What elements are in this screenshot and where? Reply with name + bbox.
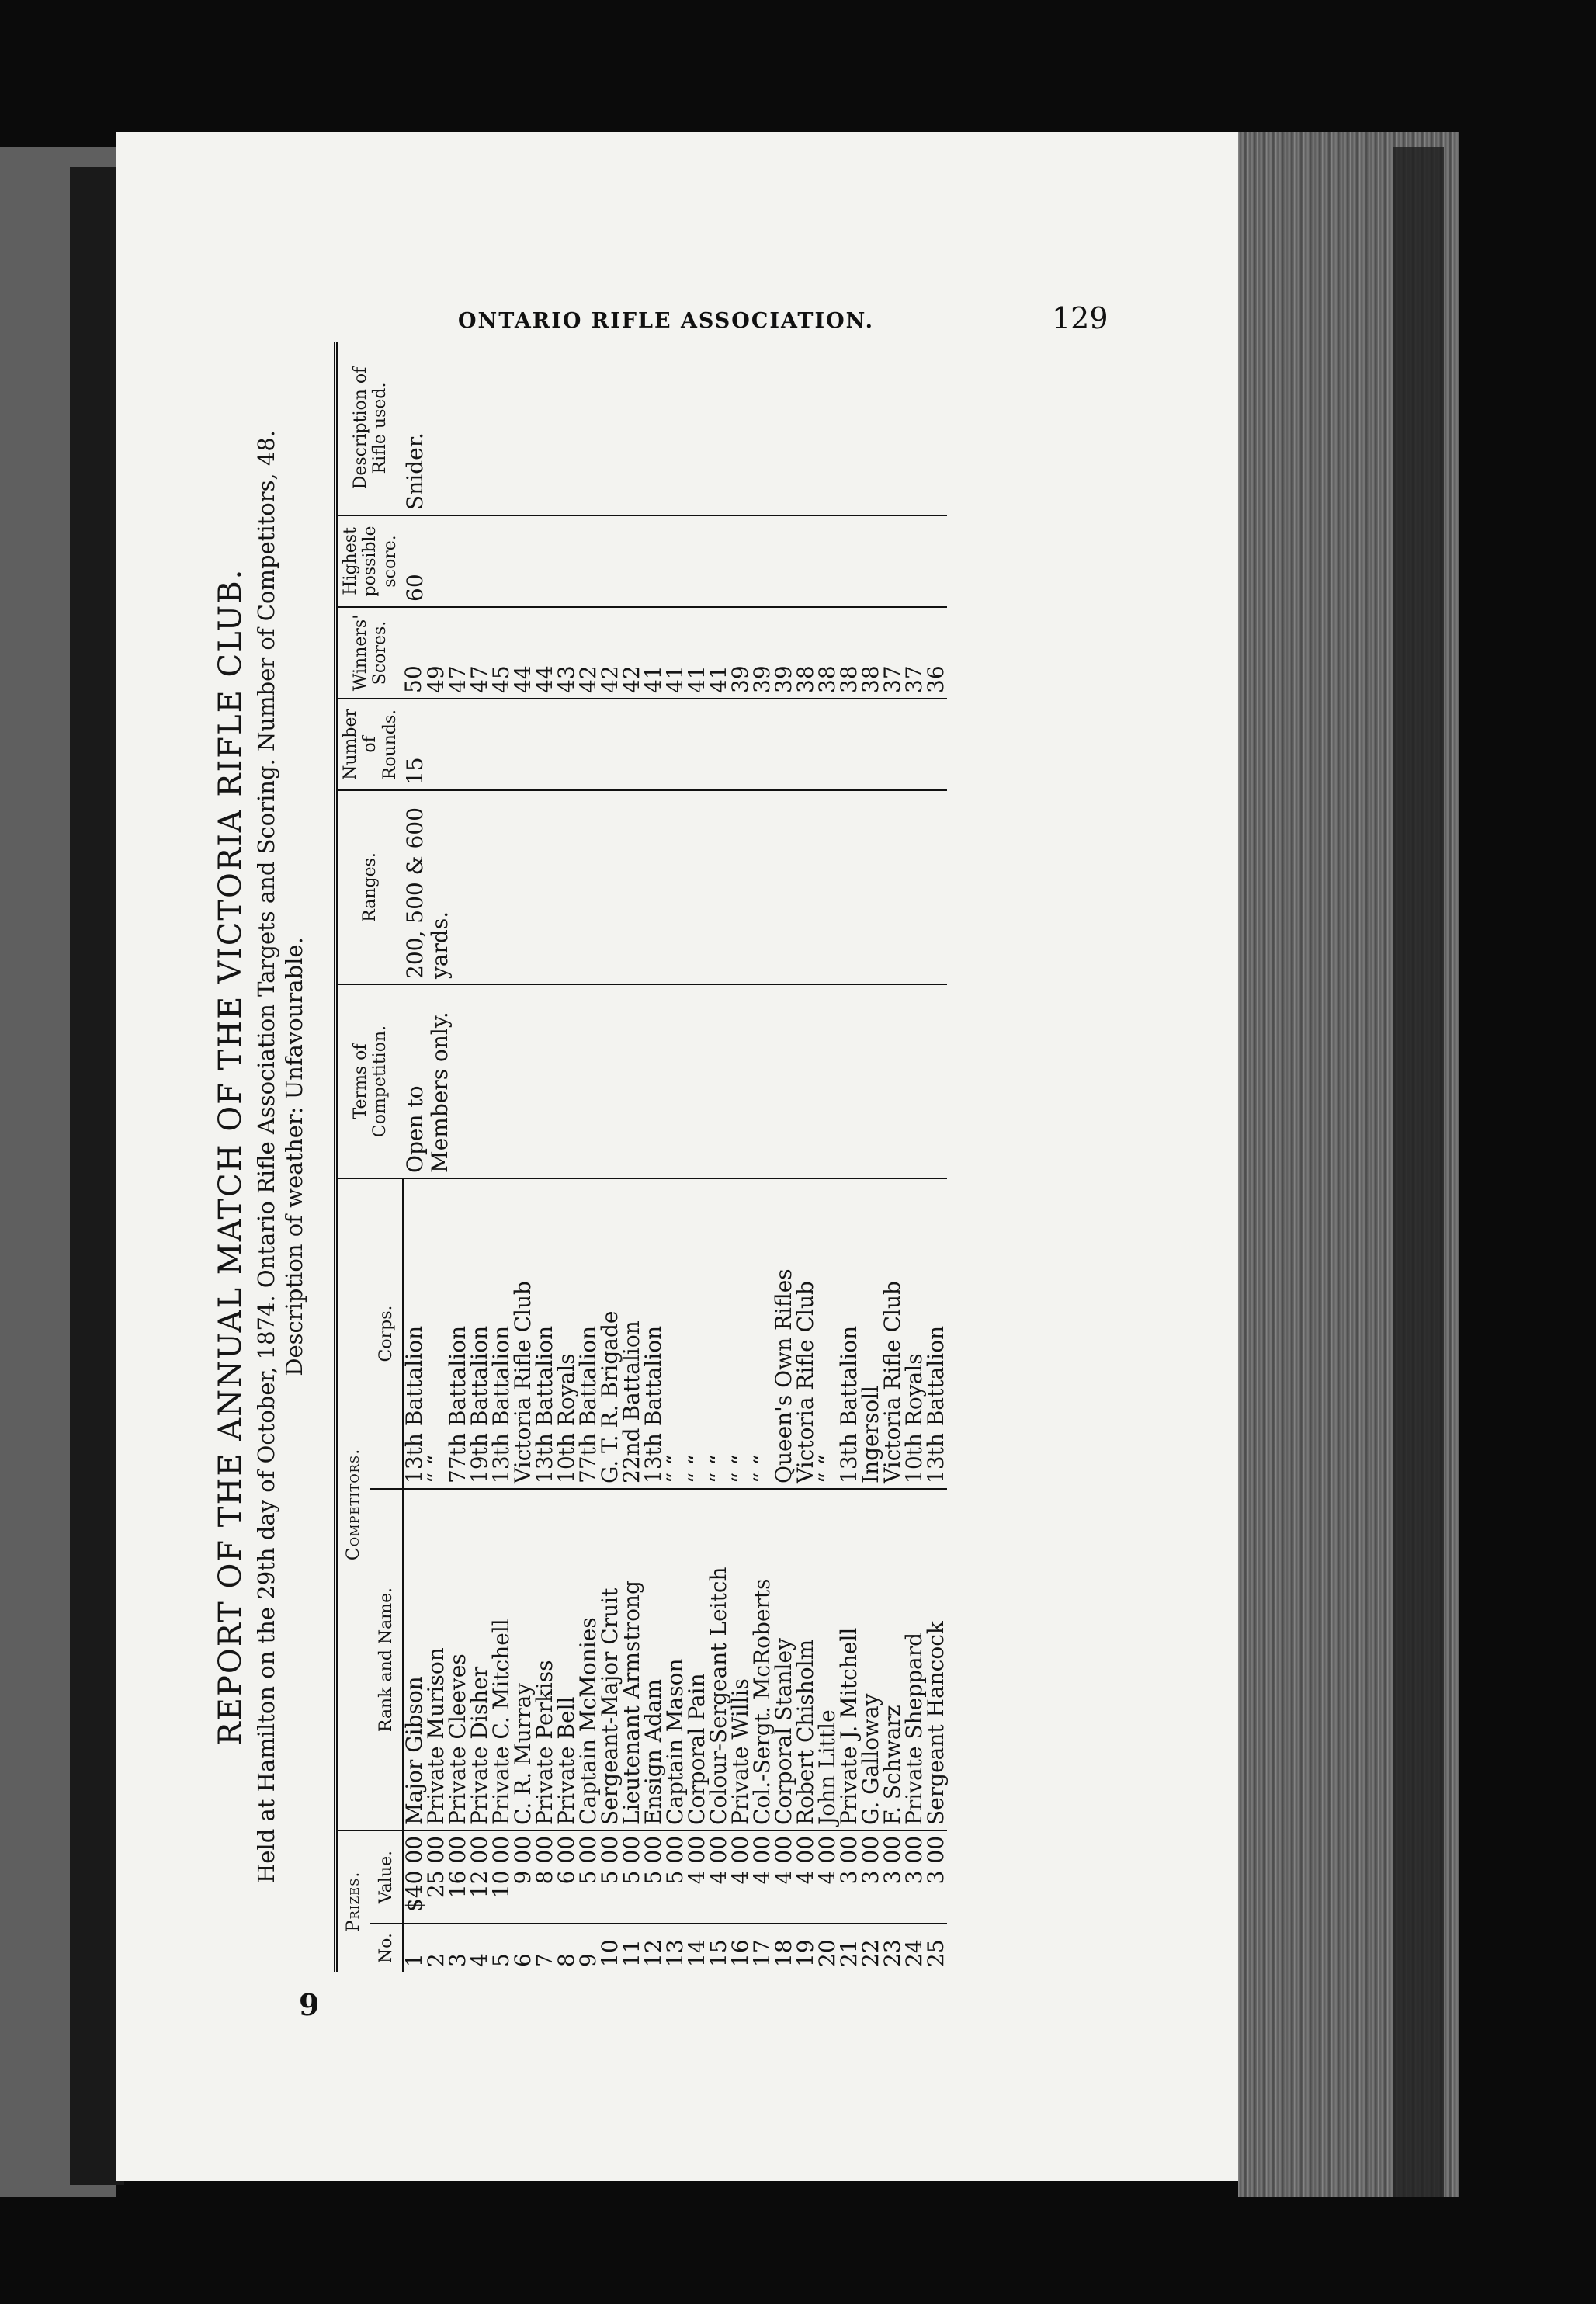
rank-name: Private Sheppard <box>904 1489 925 1830</box>
winner-score: 39 <box>730 607 751 699</box>
results-table <box>334 342 947 1972</box>
rank-name: Private Willis <box>730 1489 751 1830</box>
report-weather: Description of weather: Unfavourable. <box>281 937 307 1376</box>
header-value: Value. <box>370 1830 403 1924</box>
row-number: 16 <box>730 1924 751 1972</box>
rank-name: John Little <box>817 1489 838 1830</box>
prize-value: 4 00 <box>730 1830 751 1924</box>
row-number: 19 <box>795 1924 817 1972</box>
rank-name: Lieutenant Armstrong <box>621 1489 643 1830</box>
header-no: No. <box>370 1924 403 1972</box>
corps: 10th Royals <box>904 1178 925 1489</box>
ranges-value: 200, 500 & 600 yards. <box>403 790 947 984</box>
prize-value: 16 00 <box>447 1830 469 1924</box>
row-number: 2 <box>425 1924 447 1972</box>
rank-name: Private Perkiss <box>534 1489 556 1830</box>
row-number: 25 <box>925 1924 947 1972</box>
prize-value: 8 00 <box>534 1830 556 1924</box>
row-number: 10 <box>599 1924 621 1972</box>
winner-score: 44 <box>534 607 556 699</box>
prize-value: 3 00 <box>904 1830 925 1924</box>
winner-score: 38 <box>860 607 882 699</box>
winner-score: 45 <box>491 607 512 699</box>
prize-value: $40 00 <box>403 1830 425 1924</box>
prize-value: 4 00 <box>751 1830 773 1924</box>
winner-score: 50 <box>403 607 425 699</box>
corps: 22nd Battalion <box>621 1178 643 1489</box>
row-number: 12 <box>643 1924 664 1972</box>
header-prizes: Prizes. <box>336 1830 370 1972</box>
results-body <box>400 342 949 1972</box>
row-number: 15 <box>708 1924 730 1972</box>
row-number: 9 <box>578 1924 599 1972</box>
header-terms: Terms of Competition. <box>336 984 403 1178</box>
corps: 13th Battalion <box>491 1178 512 1489</box>
prize-value: 9 00 <box>512 1830 534 1924</box>
rounds-value: 15 <box>403 699 947 790</box>
prize-value: 4 00 <box>773 1830 795 1924</box>
corps: 13th Battalion <box>838 1178 860 1489</box>
header-highest: Highest possible score. <box>336 515 403 607</box>
rank-name: Private J. Mitchell <box>838 1489 860 1830</box>
row-number: 5 <box>491 1924 512 1972</box>
prize-value: 5 00 <box>599 1830 621 1924</box>
rank-name: Corporal Pain <box>686 1489 708 1830</box>
prize-value: 6 00 <box>556 1830 578 1924</box>
winner-score: 42 <box>599 607 621 699</box>
row-number: 21 <box>838 1924 860 1972</box>
prize-value: 4 00 <box>686 1830 708 1924</box>
running-header: ONTARIO RIFLE ASSOCIATION. <box>458 309 875 333</box>
winner-score: 36 <box>925 607 947 699</box>
prize-value: 5 00 <box>621 1830 643 1924</box>
prize-value: 10 00 <box>491 1830 512 1924</box>
corps: 13th Battalion <box>534 1178 556 1489</box>
winner-score: 49 <box>425 607 447 699</box>
prize-value: 5 00 <box>643 1830 664 1924</box>
prize-value: 5 00 <box>664 1830 686 1924</box>
corps: Queen's Own Rifles <box>773 1178 795 1489</box>
row-number: 1 <box>403 1924 425 1972</box>
report-subtitle: Held at Hamilton on the 29th day of October, 1874. Ontario Rifle Association Targets and Scoring. Number of Competitors, 48. <box>253 429 279 1884</box>
page-number: 129 <box>1052 301 1109 335</box>
prize-value: 3 00 <box>925 1830 947 1924</box>
row-number: 4 <box>469 1924 491 1972</box>
winner-score: 41 <box>708 607 730 699</box>
prize-value: 4 00 <box>795 1830 817 1924</box>
winner-score: 41 <box>664 607 686 699</box>
signature-mark: 9 <box>299 1987 320 2022</box>
table-row <box>403 342 425 1972</box>
corps: “ “ <box>708 1178 730 1489</box>
header-corps: Corps. <box>370 1178 403 1489</box>
winner-score: 47 <box>447 607 469 699</box>
prize-value: 12 00 <box>469 1830 491 1924</box>
rank-name: F. Schwarz <box>882 1489 904 1830</box>
corps: 13th Battalion <box>643 1178 664 1489</box>
rank-name: Sergeant-Major Cruit <box>599 1489 621 1830</box>
winner-score: 43 <box>556 607 578 699</box>
rank-name: Robert Chisholm <box>795 1489 817 1830</box>
winner-score: 41 <box>686 607 708 699</box>
rotated-report <box>210 342 1133 1972</box>
corps: 13th Battalion <box>925 1178 947 1489</box>
winner-score: 47 <box>469 607 491 699</box>
rank-name: Corporal Stanley <box>773 1489 795 1830</box>
corps: Ingersoll <box>860 1178 882 1489</box>
corps: Victoria Rifle Club <box>882 1178 904 1489</box>
winner-score: 38 <box>838 607 860 699</box>
row-number: 17 <box>751 1924 773 1972</box>
winner-score: 39 <box>773 607 795 699</box>
winner-score: 38 <box>795 607 817 699</box>
rank-name: Captain McMonies <box>578 1489 599 1830</box>
row-number: 20 <box>817 1924 838 1972</box>
row-number: 23 <box>882 1924 904 1972</box>
prize-value: 3 00 <box>882 1830 904 1924</box>
corps: 77th Battalion <box>447 1178 469 1489</box>
rank-name: Major Gibson <box>403 1489 425 1830</box>
winner-score: 42 <box>578 607 599 699</box>
rank-name: Col.-Sergt. McRoberts <box>751 1489 773 1830</box>
rank-name: Private Murison <box>425 1489 447 1830</box>
terms-value: Open to Members only. <box>403 984 947 1178</box>
winner-score: 44 <box>512 607 534 699</box>
winner-score: 42 <box>621 607 643 699</box>
corps: G. T. R. Brigade <box>599 1178 621 1489</box>
prize-value: 3 00 <box>860 1830 882 1924</box>
winner-score: 37 <box>904 607 925 699</box>
prize-value: 5 00 <box>578 1830 599 1924</box>
header-competitors: Competitors. <box>336 1178 370 1830</box>
header-rifle: Description of Rifle used. <box>336 342 403 515</box>
row-number: 14 <box>686 1924 708 1972</box>
rank-name: Private Bell <box>556 1489 578 1830</box>
row-number: 7 <box>534 1924 556 1972</box>
row-number: 6 <box>512 1924 534 1972</box>
row-number: 24 <box>904 1924 925 1972</box>
winner-score: 41 <box>643 607 664 699</box>
corps: 10th Royals <box>556 1178 578 1489</box>
row-number: 8 <box>556 1924 578 1972</box>
page-stack-shadow <box>1393 147 1444 2197</box>
corps: 77th Battalion <box>578 1178 599 1489</box>
prize-value: 4 00 <box>817 1830 838 1924</box>
corps: “ “ <box>817 1178 838 1489</box>
corps: Victoria Rifle Club <box>795 1178 817 1489</box>
corps: “ “ <box>730 1178 751 1489</box>
rank-name: Private Disher <box>469 1489 491 1830</box>
row-number: 18 <box>773 1924 795 1972</box>
prize-value: 25 00 <box>425 1830 447 1924</box>
row-number: 13 <box>664 1924 686 1972</box>
rank-name: Private Cleeves <box>447 1489 469 1830</box>
rank-name: G. Galloway <box>860 1489 882 1830</box>
report-heading <box>210 342 307 1972</box>
header-rounds: Number of Rounds. <box>336 699 403 790</box>
highest-value: 60 <box>403 515 947 607</box>
prize-value: 3 00 <box>838 1830 860 1924</box>
corps: “ “ <box>664 1178 686 1489</box>
row-number: 22 <box>860 1924 882 1972</box>
rank-name: Captain Mason <box>664 1489 686 1830</box>
row-number: 11 <box>621 1924 643 1972</box>
rank-name: Colour-Sergeant Leitch <box>708 1489 730 1830</box>
corps: “ “ <box>686 1178 708 1489</box>
header-scores: Winners' Scores. <box>336 607 403 699</box>
header-rank-name: Rank and Name. <box>370 1489 403 1830</box>
rifle-value: Snider. <box>401 432 428 510</box>
winner-score: 39 <box>751 607 773 699</box>
winner-score: 38 <box>817 607 838 699</box>
corps: 13th Battalion <box>403 1178 425 1489</box>
header-ranges: Ranges. <box>336 790 403 984</box>
corps: Victoria Rifle Club <box>512 1178 534 1489</box>
rank-name: Sergeant Hancock <box>925 1489 947 1830</box>
corps: “ “ <box>751 1178 773 1489</box>
corps: 19th Battalion <box>469 1178 491 1489</box>
rank-name: Ensign Adam <box>643 1489 664 1830</box>
row-number: 3 <box>447 1924 469 1972</box>
corps: “ “ <box>425 1178 447 1489</box>
prize-value: 4 00 <box>708 1830 730 1924</box>
rank-name: Private C. Mitchell <box>491 1489 512 1830</box>
winner-score: 37 <box>882 607 904 699</box>
rank-name: C. R. Murray <box>512 1489 534 1830</box>
report-title: REPORT OF THE ANNUAL MATCH OF THE VICTORIA RIFLE CLUB. <box>213 567 248 1746</box>
